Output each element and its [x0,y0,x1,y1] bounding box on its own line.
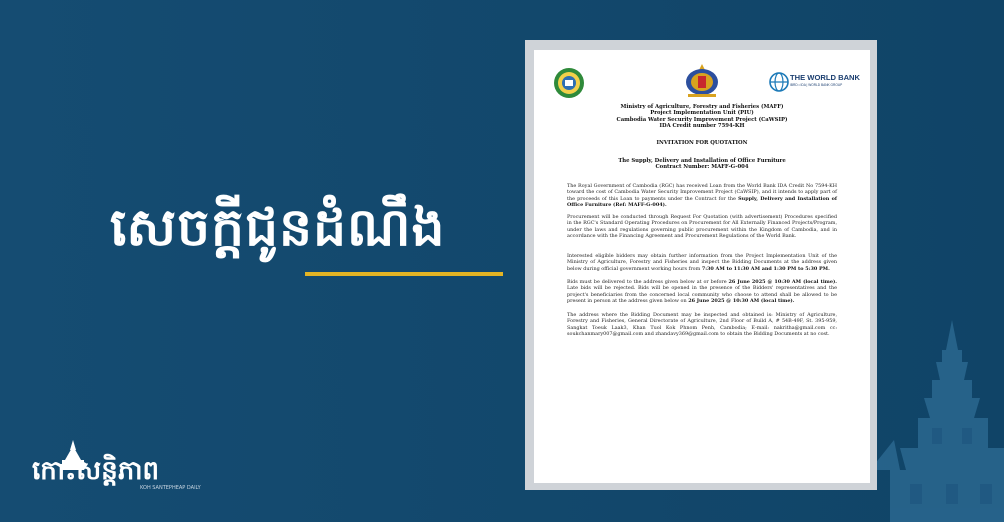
world-bank-globe-icon [769,72,789,92]
document-title: The Supply, Delivery and Installation of Office Furniture [618,158,786,164]
brand-subtitle: KOH SANTEPHEAP DAILY [140,485,201,491]
header-line: IDA Credit number 7594-KH [659,123,745,130]
invitation-heading: INVITATION FOR QUOTATION [656,140,748,146]
document-logos [534,64,870,104]
document-page [534,50,870,483]
paragraph-2: Procurement will be conducted through Request For Quotation (with advertisement) Procedures specified in the RGC's Standard Operating Procedures on Procurement for All Externally Financed Projects/Program, under the laws and regulations governing public procurement within the Kingdom of Cambodia, and in accordance with the Financing Agreement and Procurement Regulations of the World Bank. [567,214,837,239]
headline-underline [305,272,503,276]
header-line: Ministry of Agriculture, Forestry and Fisheries (MAFF) [620,104,784,110]
paragraph-3: Interested eligible bidders may obtain further information from the Project Implementation Unit of the Ministry of Agriculture, Forestry and Fisheries and inspect the Bidding Documents at the address given below during official government working hours from 7:30 AM to 11:30 AM and 1:30 PM to 5:30 PM. [567,253,837,272]
brand-name: កោះសន្តិភាព [32,456,159,486]
document-title-block [534,158,870,171]
temple-silhouette-icon [870,320,1004,522]
maff-seal-icon [553,67,585,99]
headline: សេចក្ដីជូនដំណឹង [110,198,446,258]
document-header [534,104,870,130]
contract-number: Contract Number: MAFF-G-004 [655,164,749,171]
header-line: Cambodia Water Security Improvement Project (CaWSIP) [616,116,788,123]
paragraph-4: Bids must be delivered to the address given below at or before 26 June 2025 @ 10:30 AM (local time). Late bids will be rejected. Bids will be opened in the presence of the Bidders' representatives and the project's beneficiaries from the concerned local community who choose to attend shall be allowed to be present in person at the address given below on 26 June 2025 @ 10:30 AM (local time). [567,279,837,304]
paragraph-1: The Royal Government of Cambodia (RGC) has received Loan from the World Bank IDA Credit No 7594-KH toward the cost of Cambodia Water Security Improvement Project (CaWSIP), and it intends to apply part of the proceeds of this Loan to payments under the Contract for the Supply, Delivery and Installation of Office Furniture (Ref: MAFF-G-004). [567,183,838,208]
world-bank-subtitle: IBRD • IDA | WORLD BANK GROUP [790,83,843,87]
header-line: Project Implementation Unit (PIU) [650,110,754,117]
world-bank-logo [769,70,859,94]
cambodia-emblem-icon [684,64,720,98]
paragraph-5: The address where the Bidding Document may be inspected and obtained is: Ministry of Agriculture, Forestry and Fisheries, General Directorate of Agriculture, 2nd Floor of Build A, # 54B-49F, St. 395-959, Sangkat Toeuk Laak3, Khan Tuol Kok Phnom Penh, Cambodia; E-mail: nakritha@gmail.com cc: soukchanmary007@gmail.com and zhandavy369@gmail.com to obtain the Bidding Documents at no cost. [567,312,837,337]
brand-logo [30,440,201,500]
world-bank-name: THE WORLD BANK [790,73,861,82]
